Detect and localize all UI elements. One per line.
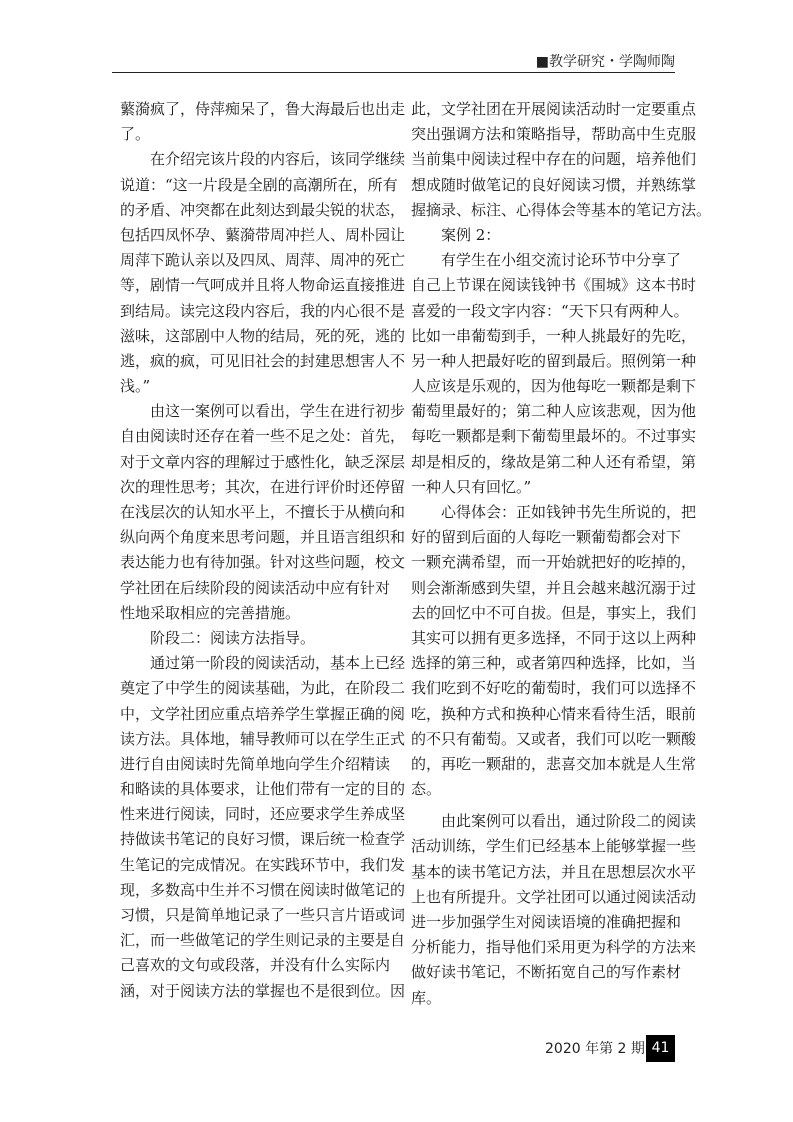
text-line: 了。	[120, 125, 151, 144]
text-line: 想成随时做笔记的良好阅读习惯，并熟练掌	[411, 175, 697, 194]
text-line: 我们吃到不好吃的葡萄时，我们可以选择不	[411, 679, 697, 698]
text-line: 阶段二：阅读方法指导。	[150, 628, 316, 647]
text-line: 对于文章内容的理解过于感性化，缺乏深层	[120, 452, 406, 471]
text-line: 说道：“这一片段是全剧的高潮所在，所有	[120, 175, 398, 194]
paragraph	[411, 223, 673, 248]
text-line: 包括四凤怀孕、蘩漪带周冲拦人、周朴园让	[120, 225, 406, 244]
text-line: 蘩漪疯了，侍萍痴呆了，鲁大海最后也出走	[120, 100, 406, 118]
text-line: 的不只有葡萄。又或者，我们可以吃一颗酸	[411, 729, 697, 748]
text-line: 此，文学社团在开展阅读活动时一定要重点	[411, 100, 697, 118]
text-line: 现，多数高中生并不习惯在阅读时做笔记的	[120, 880, 406, 899]
text-line: 态。	[411, 780, 442, 799]
text-line: 滋味，这部剧中人物的结局，死的死，逃的	[120, 326, 406, 345]
text-line: 次的理性思考；其次，在进行评价时还停留	[120, 477, 406, 496]
paragraph	[120, 651, 406, 1004]
left-column	[120, 97, 406, 1004]
text-line: 纵向两个角度来思考问题，并且语言组织和	[120, 528, 406, 547]
text-line: 自己上节课在阅读钱钟书《围城》这本书时	[411, 276, 697, 295]
text-line: 由此案例可以看出，通过阶段二的阅读	[441, 812, 697, 831]
text-line: 生笔记的完成情况。在实践环节中，我们发	[120, 855, 406, 874]
text-line: 己喜欢的文句或段落，并没有什么实际内	[120, 956, 391, 975]
text-line: 性来进行阅读，同时，还应要求学生养成坚	[120, 805, 406, 824]
text-line: 做好读书笔记，不断拓宽自己的写作素材	[411, 963, 682, 982]
text-line: 心得体会：正如钱钟书先生所说的，把	[441, 503, 697, 521]
text-line: 通过第一阶段的阅读活动，基本上已经	[150, 654, 406, 673]
paragraph	[120, 97, 406, 147]
text-line: 由这一案例可以看出，学生在进行初步	[150, 402, 406, 421]
text-line: 涵，对于阅读方法的掌握也不是很到位。因	[120, 981, 406, 1000]
text-line: 等，剧情一气呵成并且将人物命运直接推进	[120, 276, 406, 295]
text-line: 的，再吃一颗甜的，悲喜交加本就是人生常	[411, 754, 697, 773]
text-line: 案例 2：	[441, 225, 501, 244]
paragraph	[411, 809, 697, 1011]
text-line: 则会渐渐感到失望，并且会越来越沉溺于过	[411, 578, 697, 597]
text-line: 每吃一颗都是剩下葡萄里最坏的。不过事实	[411, 427, 697, 446]
text-line: 进行自由阅读时先简单地向学生介绍精读	[120, 754, 391, 773]
text-line: 的矛盾、冲突都在此刻达到最尖锐的状态，	[120, 200, 406, 219]
text-line: 表达能力也有待加强。针对这些问题，校文	[120, 553, 406, 572]
paragraph	[120, 147, 406, 399]
text-line: 一颗充满希望，而一开始就把好的吃掉的，	[411, 553, 697, 572]
text-line: 其实可以拥有更多选择，不同于这以上两种	[411, 628, 697, 647]
text-line: 在浅层次的认知水平上，不擅长于从横向和	[120, 503, 406, 521]
running-header: ■教学研究・学陶师陶	[535, 54, 675, 70]
text-line: 一种人只有回忆。”	[411, 477, 532, 496]
text-line: 好的留到后面的人每吃一颗葡萄都会对下	[411, 528, 682, 547]
text-line: 却是相反的，缘故是第二种人还有希望，第	[411, 452, 697, 471]
page-number: 41	[646, 1035, 675, 1062]
text-line: 葡萄里最好的；第二种人应该悲观，因为他	[411, 402, 697, 421]
text-line: 选择的第三种，或者第四种选择，比如，当	[411, 654, 697, 673]
text-line: 比如一串葡萄到手，一种人挑最好的先吃，	[411, 326, 697, 345]
paragraph	[120, 399, 406, 626]
issue-label: 2020 年第 2 期	[545, 1041, 645, 1057]
text-line: 周萍下跪认亲以及四凤、周萍、周冲的死亡	[120, 251, 406, 270]
text-line: 奠定了中学生的阅读基础，为此，在阶段二	[120, 679, 406, 698]
text-line: 另一种人把最好吃的留到最后。照例第一种	[411, 351, 697, 370]
text-line: 习惯，只是简单地记录了一些只言片语或词	[120, 906, 406, 924]
text-line: 喜爱的一段文字内容：“天下只有两种人。	[411, 301, 689, 320]
text-line: 吃，换种方式和换种心情来看待生活，眼前	[411, 704, 697, 723]
text-line: 持做读书笔记的良好习惯，课后统一检查学	[120, 830, 406, 849]
text-line: 读方法。具体地，辅导教师可以在学生正式	[120, 729, 406, 748]
text-line: 基本的读书笔记方法，并且在思想层次水平	[411, 862, 697, 881]
text-line: 和略读的具体要求，让他们带有一定的目的	[120, 780, 406, 799]
text-line: 学社团在后续阶段的阅读活动中应有针对	[120, 578, 391, 597]
text-line: 汇，而一些做笔记的学生则记录的主要是自	[120, 931, 406, 950]
text-line: 自由阅读时还存在着一些不足之处：首先，	[120, 427, 406, 446]
text-line: 人应该是乐观的，因为他每吃一颗都是剩下	[411, 377, 697, 396]
text-line: 活动训练，学生们已经基本上能够掌握一些	[411, 837, 697, 856]
text-line: 进一步加强学生对阅读语境的准确把握和	[411, 913, 682, 931]
text-line: 有学生在小组交流讨论环节中分享了	[441, 251, 682, 270]
paragraph	[120, 626, 382, 651]
text-line: 性地采取相应的完善措施。	[120, 603, 301, 622]
text-line: 浅。”	[120, 377, 151, 396]
text-line: 到结局。读完这段内容后，我的内心很不是	[120, 301, 406, 320]
text-line: 分析能力，指导他们采用更为科学的方法来	[411, 938, 697, 957]
text-line: 在介绍完该片段的内容后，该同学继续	[150, 150, 406, 169]
text-line: 握摘录、标注、心得体会等基本的笔记方法。	[411, 200, 712, 219]
header-divider	[112, 72, 675, 73]
text-line: 去的回忆中不可自拔。但是，事实上，我们	[411, 603, 697, 622]
right-column	[411, 97, 712, 1011]
paragraph	[411, 500, 697, 802]
text-line: 突出强调方法和策略指导，帮助高中生克服	[411, 125, 697, 144]
text-line: 库。	[411, 988, 442, 1007]
text-line: 上也有所提升。文学社团可以通过阅读活动	[411, 887, 697, 906]
text-line: 中，文学社团应重点培养学生掌握正确的阅	[120, 704, 406, 723]
text-line: 逃，疯的疯，可见旧社会的封建思想害人不	[120, 351, 406, 370]
paragraph	[411, 97, 712, 223]
text-line: 当前集中阅读过程中存在的问题，培养他们	[411, 150, 697, 169]
paragraph	[411, 248, 697, 500]
